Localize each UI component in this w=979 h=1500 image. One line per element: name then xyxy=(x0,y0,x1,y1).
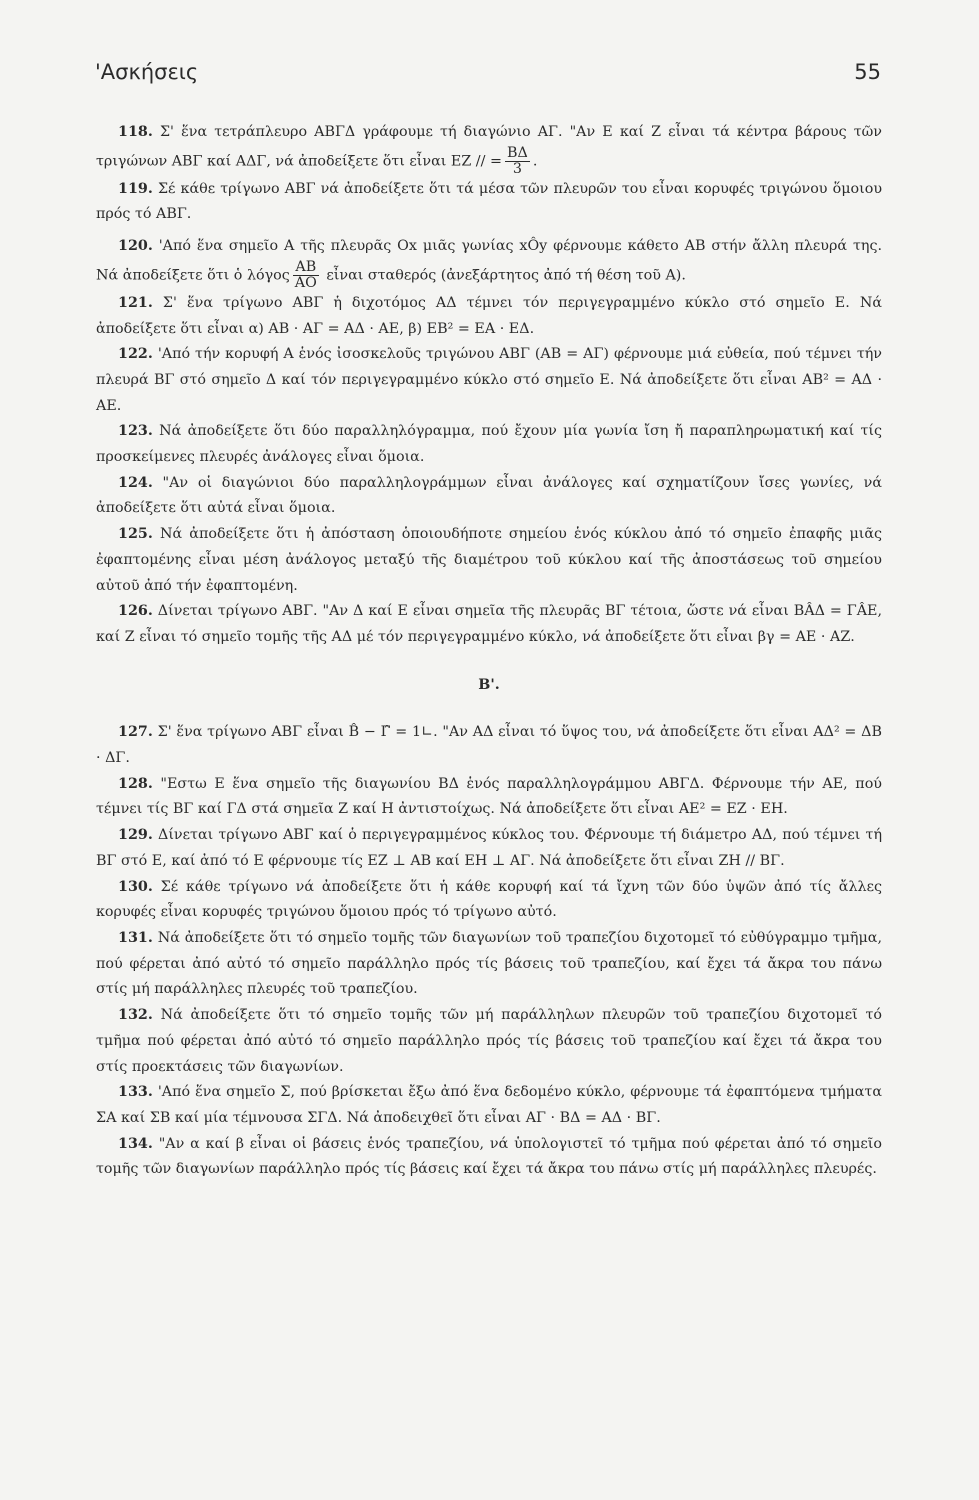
exercise-129 xyxy=(96,823,882,874)
exercise-text: Σέ κάθε τρίγωνο ΑΒΓ νά ἀποδείξετε ὅτι τά μέσα τῶν πλευρῶν του εἶναι κορυφές τριγώνου ὅμοιου πρός τό ΑΒΓ. xyxy=(96,180,883,223)
exercise-number: 121. xyxy=(118,294,153,311)
exercise-text: Σ' ἕνα τρίγωνο ΑΒΓ εἶναι B̂ − Γ̂ = 1∟. "Αν ΑΔ εἶναι τό ὕψος του, νά ἀποδείξετε ὅτι εἶναι ΑΔ² = ΔΒ · ΔΓ. xyxy=(96,724,882,767)
exercise-text: Δίνεται τρίγωνο ΑΒΓ. "Αν Δ καί Ε εἶναι σημεῖα τῆς πλευρᾶς ΒΓ τέτοια, ὥστε νά εἶναι ΒÂΔ = ΓÂΕ, καί Ζ εἶναι τό σημεῖο τομῆς τῆς ΑΔ μέ τόν περιγεγραμμένο κύκλο, νά ἀποδείξετε ὅτι εἶναι βγ = ΑΕ · ΑΖ. xyxy=(96,603,883,645)
exercise-text: Σ' ἕνα τετράπλευρο ΑΒΓΔ γράφουμε τή διαγώνιο ΑΓ. "Αν Ε καί Ζ εἶναι τά κέντρα βάρους τῶν τριγώνων ΑΒΓ καί ΑΔΓ, νά ἀποδείξετε ὅτι εἶναι ΕΖ // = xyxy=(96,124,882,170)
exercise-118 xyxy=(96,120,882,177)
exercise-125 xyxy=(96,522,882,599)
exercise-121 xyxy=(96,291,882,342)
exercise-120 xyxy=(96,234,882,291)
exercise-text: "Αν α καί β εἶναι οἱ βάσεις ἑνός τραπεζίου, νά ὑπολογιστεῖ τό τμῆμα πού φέρεται ἀπό τό σημεῖο τομῆς τῶν διαγωνίων παράλληλο πρός τίς βάσεις καί ἔχει τά ἄκρα του πάνω στίς μή παράλληλες πλευρές. xyxy=(96,1135,882,1178)
exercise-text: Νά ἀποδείξετε ὅτι τό σημεῖο τομῆς τῶν μή παράλληλων πλευρῶν τοῦ τραπεζίου διχοτομεῖ τό τμῆμα πού φέρεται ἀπό αὐτό τό σημεῖο παράλληλο πρός τίς βάσεις τοῦ τραπεζίου καί ἔχει τά ἄκρα του στίς προεκτάσεις τῶν διαγωνίων. xyxy=(96,1007,883,1075)
exercise-text-end: εἶναι σταθερός (ἀνεξάρτητος ἀπό τή θέση τοῦ Α). xyxy=(326,267,686,284)
page-number: 55 xyxy=(854,60,881,84)
exercise-number: 119. xyxy=(118,180,153,197)
exercise-134 xyxy=(96,1132,882,1183)
exercise-124 xyxy=(96,471,882,522)
exercise-number: 128. xyxy=(118,775,153,792)
fraction xyxy=(293,260,319,291)
exercise-text: Σ' ἕνα τρίγωνο ΑΒΓ ἡ διχοτόμος ΑΔ τέμνει τόν περιγεγραμμένο κύκλο στό σημεῖο Ε. Νά ἀποδείξετε ὅτι εἶναι α) ΑΒ · ΑΓ = ΑΔ · ΑΕ, β) ΕΒ² = ΕΑ · ΕΔ. xyxy=(96,294,883,337)
exercise-number: 131. xyxy=(118,929,153,946)
exercise-122 xyxy=(96,342,882,419)
fraction-numerator: ΑΒ xyxy=(293,260,319,276)
exercise-131 xyxy=(96,926,882,1003)
exercise-list xyxy=(96,120,882,1183)
exercise-128 xyxy=(96,772,882,823)
fraction-numerator: ΒΔ xyxy=(506,144,528,161)
exercise-number: 129. xyxy=(118,827,153,844)
exercise-text: 'Από ἕνα σημεῖο Σ, πού βρίσκεται ἔξω ἀπό ἕνα δεδομένο κύκλο, φέρνουμε τά ἐφαπτόμενα τμήματα ΣΑ καί ΣΒ καί μία τέμνουσα ΣΓΔ. Νά ἀποδειχθεῖ ὅτι εἶναι ΑΓ · ΒΔ = ΑΔ · ΒΓ. xyxy=(96,1084,882,1126)
exercise-number: 120. xyxy=(118,238,153,255)
exercise-number: 124. xyxy=(118,474,153,491)
exercise-number: 126. xyxy=(118,603,153,620)
exercise-number: 125. xyxy=(118,526,153,543)
exercise-number: 133. xyxy=(118,1084,153,1101)
exercise-119 xyxy=(96,177,882,228)
exercise-text: Δίνεται τρίγωνο ΑΒΓ καί ὁ περιγεγραμμένος κύκλος του. Φέρνουμε τή διάμετρο ΑΔ, πού τέμνει τή ΒΓ στό Ε, καί ἀπό τό Ε φέρνουμε τίς ΕΖ ⊥ ΑΒ καί ΕΗ ⊥ ΑΓ. Νά ἀποδείξετε ὅτι εἶναι ΖΗ // ΒΓ. xyxy=(96,827,883,869)
fraction-denominator: 3 xyxy=(512,160,522,177)
fraction xyxy=(505,146,530,177)
exercise-number: 122. xyxy=(118,346,153,363)
section-heading: Β'. xyxy=(478,676,500,693)
exercise-133 xyxy=(96,1080,882,1131)
exercise-text: Νά ἀποδείξετε ὅτι ἡ ἀπόσταση ὁποιουδήποτε σημείου ἑνός κύκλου ἀπό τό σημεῖο ἐπαφῆς μιᾶς ἐφαπτομένης εἶναι μέση ἀνάλογος μεταξύ τῆς διαμέτρου τοῦ κύκλου καί τῆς ἀποστάσεως τοῦ σημείου αὐτοῦ ἀπό τήν ἐφαπτομένη. xyxy=(96,526,883,594)
chapter-title: 'Ασκήσεις xyxy=(95,60,199,84)
exercise-126 xyxy=(96,599,882,650)
exercise-text: "Αν οἱ διαγώνιοι δύο παραλληλογράμμων εἶναι ἀνάλογες καί σχηματίζουν ἴσες γωνίες, νά ἀποδείξετε ὅτι αὐτά εἶναι ὅμοια. xyxy=(96,474,883,517)
exercise-132 xyxy=(96,1003,882,1080)
fraction-denominator: ΑΟ xyxy=(294,274,317,291)
exercise-number: 127. xyxy=(118,724,153,741)
exercise-text: Σέ κάθε τρίγωνο νά ἀποδείξετε ὅτι ἡ κάθε κορυφή καί τά ἴχνη τῶν δύο ὑψῶν ἀπό τίς ἄλλες κορυφές εἶναι κορυφές τριγώνου ὅμοιου πρός τό τρίγωνο αὐτό. xyxy=(96,878,882,921)
exercise-text: 'Από τήν κορυφή Α ἑνός ἰσοσκελοῦς τριγώνου ΑΒΓ (ΑΒ = ΑΓ) φέρνουμε μιά εὐθεία, πού τέμνει τήν πλευρά ΒΓ στό σημεῖο Δ καί τόν περιγεγραμμένο κύκλο στό σημεῖο Ε. Νά ἀποδείξετε ὅτι εἶναι ΑΒ² = ΑΔ · ΑΕ. xyxy=(96,346,883,414)
exercise-130 xyxy=(96,875,882,926)
exercise-text: 'Από ἕνα σημεῖο Α τῆς πλευρᾶς Οx μιᾶς γωνίας xÔy φέρνουμε κάθετο ΑΒ στήν ἄλλη πλευρά της. Νά ἀποδείξετε ὅτι ὁ λόγος xyxy=(96,238,882,284)
exercise-123 xyxy=(96,419,882,470)
exercise-127 xyxy=(96,720,882,771)
exercise-number: 134. xyxy=(118,1135,153,1152)
exercise-text: Νά ἀποδείξετε ὅτι δύο παραλληλόγραμμα, πού ἔχουν μία γωνία ἴση ἤ παραπληρωματική καί τίς προσκείμενες πλευρές ἀνάλογες εἶναι ὅμοια. xyxy=(96,423,882,466)
exercise-text-end: . xyxy=(532,153,538,170)
exercise-number: 118. xyxy=(118,124,153,140)
exercise-number: 130. xyxy=(118,878,153,895)
page-header xyxy=(95,60,881,96)
exercise-number: 123. xyxy=(118,423,153,440)
exercise-number: 132. xyxy=(118,1007,153,1024)
exercise-text: Νά ἀποδείξετε ὅτι τό σημεῖο τομῆς τῶν διαγωνίων τοῦ τραπεζίου διχοτομεῖ τό εὐθύγραμμο τμῆμα, πού φέρεται ἀπό αὐτό τό σημεῖο παράλληλο πρός τίς βάσεις τοῦ τραπεζίου, καί ἔχει τά ἄκρα του πάνω στίς μή παράλληλες πλευρές τοῦ τραπεζίου. xyxy=(96,929,882,998)
exercise-text: "Εστω Ε ἕνα σημεῖο τῆς διαγωνίου ΒΔ ἑνός παραλληλογράμμου ΑΒΓΔ. Φέρνουμε τήν ΑΕ, πού τέμνει τίς ΒΓ καί ΓΔ στά σημεῖα Ζ καί Η ἀντιστοίχως. Νά ἀποδείξετε ὅτι εἶναι ΑΕ² = ΕΖ · ΕΗ. xyxy=(96,775,883,818)
